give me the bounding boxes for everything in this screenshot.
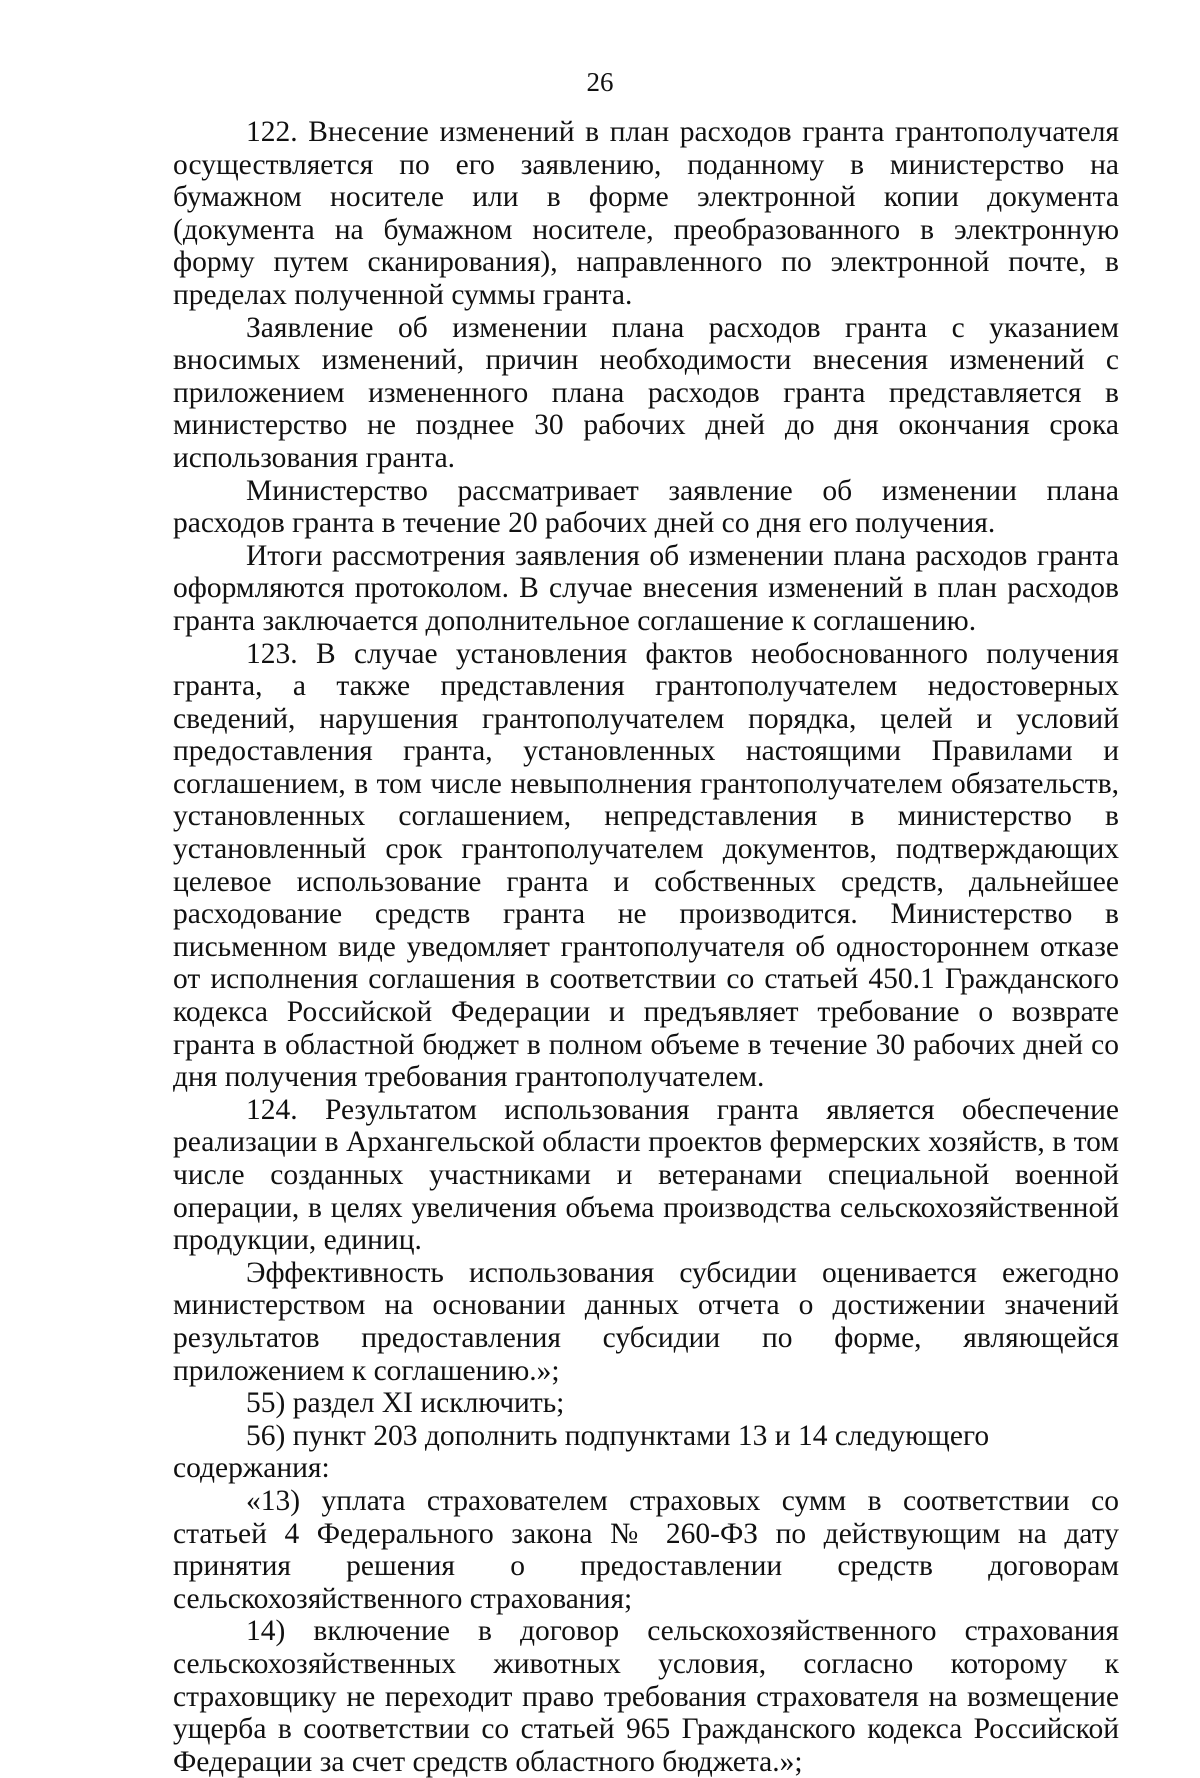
document-body [173, 116, 1119, 1778]
paragraph-subitem-13: «13) уплата страхователем страховых сумм в соответствии со статьей 4 Федерального закона № 260-ФЗ по действующим на дату принятия решения о предоставлении средств договорам сельскохозяйственного страхования; [173, 1484, 1119, 1615]
paragraph-122: 122. Внесение изменений в план расходов гранта грантополучателя осуществляется по его заявлению, поданному в министерство на бумажном носителе или в форме электронной копии документа (документа на бумажном носителе, преобразованного в электронную форму путем сканирования), направленного по электронной почте, в пределах полученной суммы гранта. [173, 116, 1119, 311]
paragraph-review-results: Итоги рассмотрения заявления об изменении плана расходов гранта оформляются протоколом. В случае внесения изменений в план расходов гранта заключается дополнительное соглашение к соглашению. [173, 539, 1119, 637]
paragraph-ministry-review: Министерство рассматривает заявление об изменении плана расходов гранта в течение 20 рабочих дней со дня его получения. [173, 474, 1119, 540]
paragraph-123: 123. В случае установления фактов необоснованного получения гранта, а также представления грантополучателем недостоверных сведений, нарушения грантополучателем порядка, целей и условий предоставления гранта, установленных настоящими Правилами и соглашением, в том числе невыполнения грантополучателем обязательств, установленных соглашением, непредставления в министерство в установленный срок грантополучателем документов, подтверждающих целевое использование гранта и собственных средств, дальнейшее расходование средств гранта не производится. Министерство в письменном виде уведомляет грантополучателя об одностороннем отказе от исполнения соглашения в соответствии со статьей 450.1 Гражданского кодекса Российской Федерации и предъявляет требование о возврате гранта в областной бюджет в полном объеме в течение 30 рабочих дней со дня получения требования грантополучателем. [173, 637, 1119, 1094]
paragraph-application-change: Заявление об изменении плана расходов гранта с указанием вносимых изменений, причин необходимости внесения изменений с приложением измененного плана расходов гранта представляется в министерство не позднее 30 рабочих дней до дня окончания срока использования гранта. [173, 311, 1119, 474]
paragraph-item-56: 56) пункт 203 дополнить подпунктами 13 и 14 следующего содержания: [173, 1419, 990, 1485]
paragraph-124: 124. Результатом использования гранта является обеспечение реализации в Архангельской области проектов фермерских хозяйств, в том числе созданных участниками и ветеранами специальной военной операции, в целях увеличения объема производства сельскохозяйственной продукции, единиц. [173, 1093, 1119, 1257]
page-number: 26 [586, 67, 614, 97]
paragraph-item-55: 55) раздел XI исключить; [246, 1387, 565, 1420]
paragraph-efficiency: Эффективность использования субсидии оценивается ежегодно министерством на основании данных отчета о достижении значений результатов предоставления субсидии по форме, являющейся приложением к соглашению.»; [173, 1256, 1119, 1387]
paragraph-subitem-14: 14) включение в договор сельскохозяйственного страхования сельскохозяйственных животных условия, согласно которому к страховщику не переходит право требования страхователя на возмещение ущерба в соответствии со статьей 965 Гражданского кодекса Российской Федерации за счет средств областного бюджета.»; [173, 1615, 1119, 1778]
